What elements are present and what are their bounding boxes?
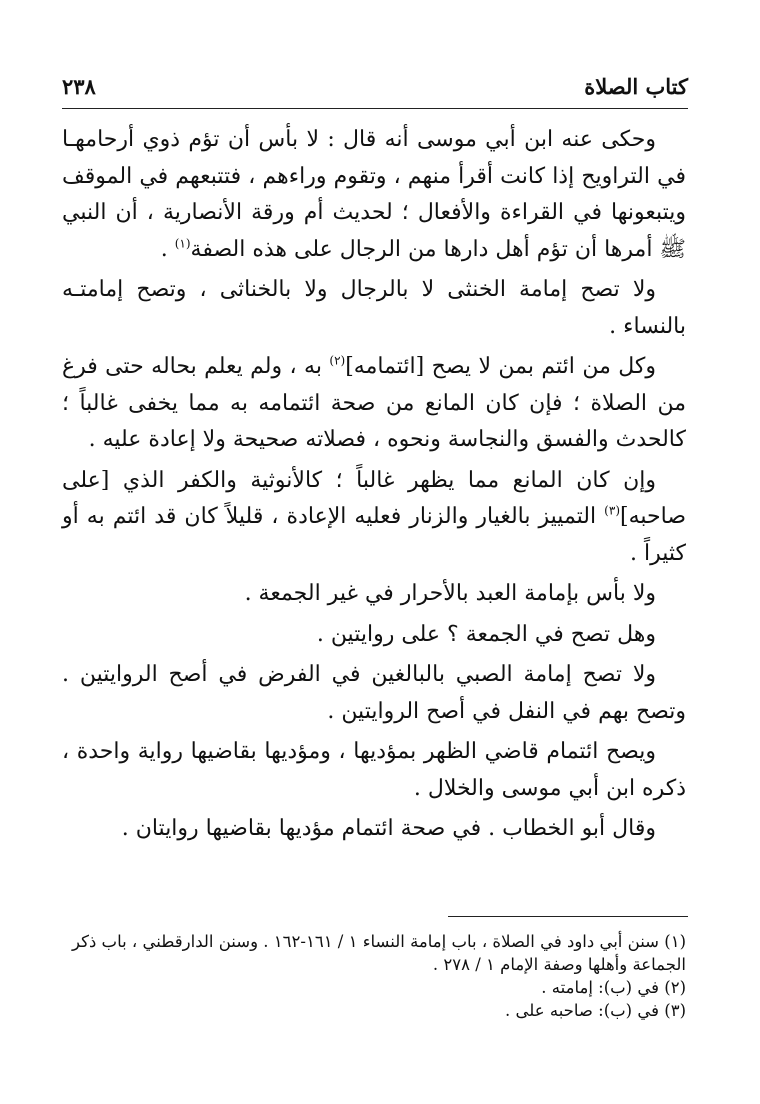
paragraph: وهل تصح في الجمعة ؟ على روايتين . xyxy=(316,621,656,647)
paragraph: وحكى عنه ابن أبي موسى أنه قال : لا بأس أن تؤم ذوي أرحامهـا في التراويح إذا كانت أقرأ منهم ، وتقوم وراءهم ، فتتبعهم في الموقف ويتبعونها في القراءة والأفعال ؛ لحديث أم ورقة الأنصارية ، أن النبي ﷺ أمرها أن تؤم أهل دارها من الرجال على هذه الصفة$^{(١)}$ . xyxy=(62,127,686,262)
paragraph: ويصح ائتمام قاضي الظهر بمؤديها ، ومؤديها بقاضيها رواية واحدة ، ذكره ابن أبي موسى والخلال . xyxy=(62,739,686,801)
main-text xyxy=(62,122,686,848)
paragraph: وإن كان المانع مما يظهر غالباً ؛ كالأنوثية والكفر الذي [على صاحبه]$^{(٣)}$ التمييز بالغيار والزنار فعليه الإعادة ، قليلاً كان قد ائتم به أو كثيراً . xyxy=(62,467,686,566)
footnote-divider xyxy=(448,916,688,917)
footnote: (٢) في (ب): إمامته . xyxy=(541,978,686,997)
paragraph: وكل من ائتم بمن لا يصح [ائتمامه]$^{(٢)}$ به ، ولم يعلم بحاله حتى فرغ من الصلاة ؛ فإن كان المانع من صحة ائتمامه به مما يخفى غالباً ؛ كالحدث والفسق والنجاسة ونحوه ، فصلاته صحيحة ولا إعادة عليه . xyxy=(62,353,686,452)
chapter-title: كتاب الصلاة xyxy=(584,74,688,99)
footnote-marker: (٣) xyxy=(604,503,620,518)
paragraph: ولا بأس بإمامة العبد بالأحرار في غير الجمعة . xyxy=(244,581,656,606)
footnote-marker: (١) xyxy=(174,236,191,251)
page-number: ٢٣٨ xyxy=(62,74,96,99)
footnote: (٣) في (ب): صاحبه على . xyxy=(505,1001,686,1020)
footnote-marker: (٢) xyxy=(329,353,346,368)
running-header xyxy=(62,72,688,109)
footnotes xyxy=(62,930,686,1022)
paragraph: ولا تصح إمامة الخنثى لا بالرجال ولا بالخناثى ، وتصح إمامتـه بالنساء . xyxy=(62,277,686,339)
paragraph: ولا تصح إمامة الصبي بالبالغين في الفرض في أصح الروايتين . وتصح بهم في النفل في أصح الروايتين . xyxy=(62,662,686,724)
footnote: (١) سنن أبي داود في الصلاة ، باب إمامة النساء ١ / ١٦١-١٦٢ . وسنن الدارقطني ، باب ذكر الجماعة وأهلها وصفة الإمام ١ / ٢٧٨ . xyxy=(71,932,686,974)
paragraph: وقال أبو الخطاب . في صحة ائتمام مؤديها بقاضيها روايتان . xyxy=(121,816,656,841)
